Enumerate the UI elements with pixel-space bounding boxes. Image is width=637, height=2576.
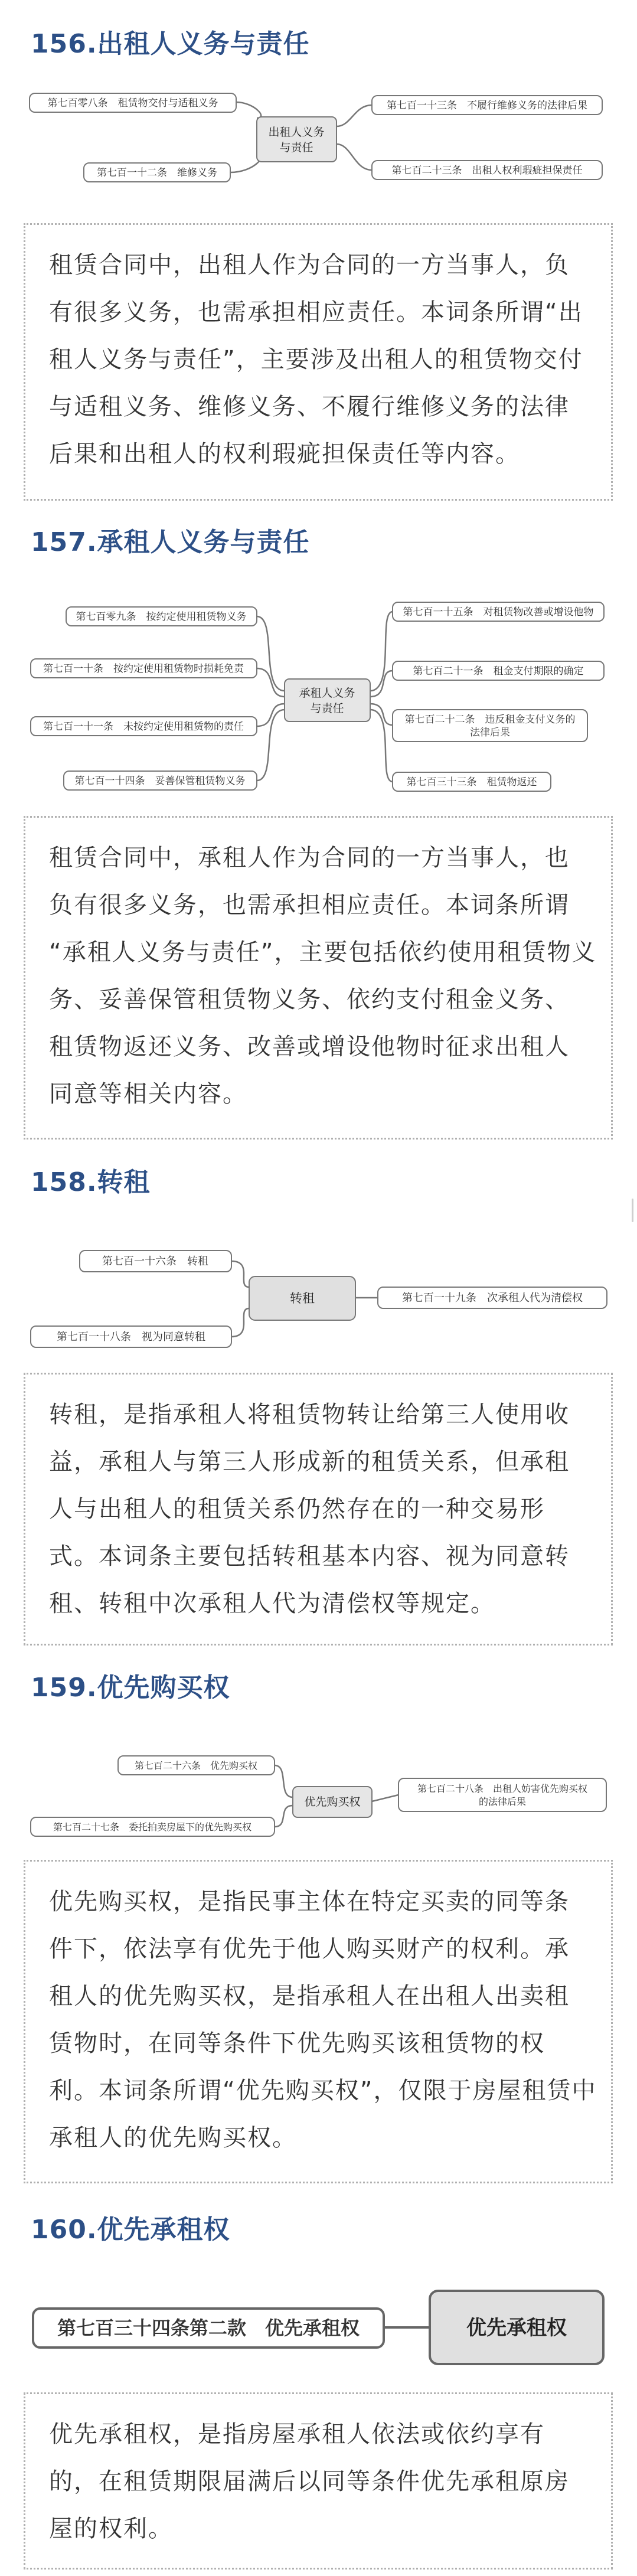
section-title-157: 157.承租人义务与责任: [31, 527, 310, 557]
description-box-156: [24, 223, 613, 501]
connector: [337, 105, 372, 126]
center-text: 承租人义务: [299, 687, 355, 700]
text-line: 租人的优先购买权，是指承租人在出租人出卖租: [49, 1983, 570, 2010]
leaf-text: 第七百一十八条 视为同意转租: [57, 1331, 205, 1343]
center-text: 优先购买权: [304, 1795, 361, 1808]
description-box-158: [24, 1373, 613, 1645]
text-line: 租赁合同中，出租人作为合同的一方当事人，负: [49, 252, 570, 279]
leaf-text: 第七百二十二条 违反租金支付义务的: [404, 714, 576, 726]
center-text: 与责任: [310, 702, 344, 715]
section-title-156: 156.出租人义务与责任: [31, 29, 310, 59]
description-box-160: [24, 2392, 613, 2570]
text-line: 的，在租赁期限届满后以同等条件优先承租原房: [49, 2468, 570, 2495]
leaf-text: 法律后果: [470, 727, 510, 739]
text-line: 赁物时，在同等条件下优先购买该租赁物的权: [49, 2030, 545, 2057]
text-line: 优先购买权，是指民事主体在特定买卖的同等条: [49, 1888, 570, 1915]
mindmap-156: [0, 0, 637, 213]
center-text: 转租: [290, 1291, 315, 1305]
text-line: 利。本词条所谓“优先购买权”，仅限于房屋租赁中: [49, 2077, 597, 2104]
leaf-text: 第七百一十五条 对租赁物改善或增设他物: [403, 606, 594, 618]
leaf-text: 第七百二十八条 出租人妨害优先购买权: [417, 1783, 588, 1794]
center-text: 优先承租权: [466, 2316, 567, 2340]
leaf-text: 第七百零八条 租赁物交付与适租义务: [47, 97, 218, 109]
connector: [236, 102, 261, 118]
scrollbar-thumb[interactable]: [632, 1199, 633, 1222]
leaf-text: 的法律后果: [478, 1796, 527, 1807]
mindmap-157: [0, 579, 637, 827]
text-line: 承租人的优先购买权。: [49, 2124, 297, 2151]
leaf-text: 第七百二十三条 出租人权利瑕疵担保责任: [391, 165, 583, 177]
center-text: 出租人义务: [268, 126, 325, 139]
text-line: 屋的权利。: [49, 2515, 173, 2542]
center-node: [257, 117, 337, 162]
text-line: 租人义务与责任”，主要涉及出租人的租赁物交付: [49, 346, 583, 373]
text-line: 有很多义务，也需承担相应责任。本词条所谓“出: [49, 299, 583, 326]
text-line: 人与出租人的租赁关系仍然存在的一种交易形: [49, 1496, 545, 1523]
description-box-157: [24, 816, 613, 1140]
section-title-158: 158.转租: [31, 1167, 151, 1197]
text-line: 同意等相关内容。: [49, 1080, 247, 1108]
text-line: 益，承租人与第三人形成新的租赁关系，但承租: [49, 1448, 570, 1475]
text-line: 后果和出租人的权利瑕疵担保责任等内容。: [49, 440, 520, 468]
section-title-159: 159.优先购买权: [31, 1673, 230, 1703]
leaf-text: 第七百一十九条 次承租人代为清偿权: [402, 1292, 583, 1304]
leaf-text: 第七百一十三条 不履行维修义务的法律后果: [387, 100, 587, 112]
text-line: 与适租义务、维修义务、不履行维修义务的法律: [49, 393, 570, 420]
text-line: 租赁物返还义务、改善或增设他物时征求出租人: [49, 1033, 570, 1060]
leaf-text: 第七百一十条 按约定使用租赁物时损耗免责: [43, 663, 244, 675]
leaf-text: 第七百一十四条 妥善保管租赁物义务: [74, 775, 246, 787]
section-title-160: 160.优先承租权: [31, 2215, 230, 2245]
leaf-text: 第七百二十七条 委托拍卖房屋下的优先购买权: [53, 1821, 252, 1833]
leaf-text: 第七百一十一条 未按约定使用租赁物的责任: [43, 721, 244, 733]
text-line: “承租人义务与责任”，主要包括依约使用租赁物义: [49, 939, 597, 966]
mindmap-160: [0, 2273, 637, 2391]
text-line: 租赁合同中，承租人作为合同的一方当事人，也: [49, 844, 570, 871]
text-line: 租、转租中次承租人代为清偿权等规定。: [49, 1590, 495, 1617]
text-line: 件下，依法享有优先于他人购买财产的权利。承: [49, 1935, 570, 1963]
text-line: 式。本词条主要包括转租基本内容、视为同意转: [49, 1543, 570, 1570]
leaf-text: 第七百三十四条第二款 优先承租权: [57, 2317, 360, 2339]
center-node: [285, 679, 370, 721]
leaf-text: 第七百零九条 按约定使用租赁物义务: [76, 611, 247, 623]
mindmap-159: [0, 1736, 637, 1854]
text-line: 转租，是指承租人将租赁物转让给第三人使用收: [49, 1401, 570, 1428]
leaf-text: 第七百一十二条 维修义务: [97, 167, 217, 179]
leaf-text: 第七百二十六条 优先购买权: [134, 1760, 258, 1771]
leaf-text: 第七百二十一条 租金支付期限的确定: [413, 665, 584, 677]
center-text: 与责任: [279, 141, 313, 154]
text-line: 务、妥善保管租赁物义务、依约支付租金义务、: [49, 986, 570, 1013]
leaf-text: 第七百一十六条 转租: [102, 1255, 208, 1268]
description-box-159: [24, 1860, 613, 2183]
text-line: 负有很多义务，也需承担相应责任。本词条所谓: [49, 892, 570, 919]
leaf-text: 第七百三十三条 租赁物返还: [406, 776, 537, 788]
text-line: 优先承租权，是指房屋承租人依法或依约享有: [49, 2421, 545, 2448]
connector: [337, 144, 372, 170]
